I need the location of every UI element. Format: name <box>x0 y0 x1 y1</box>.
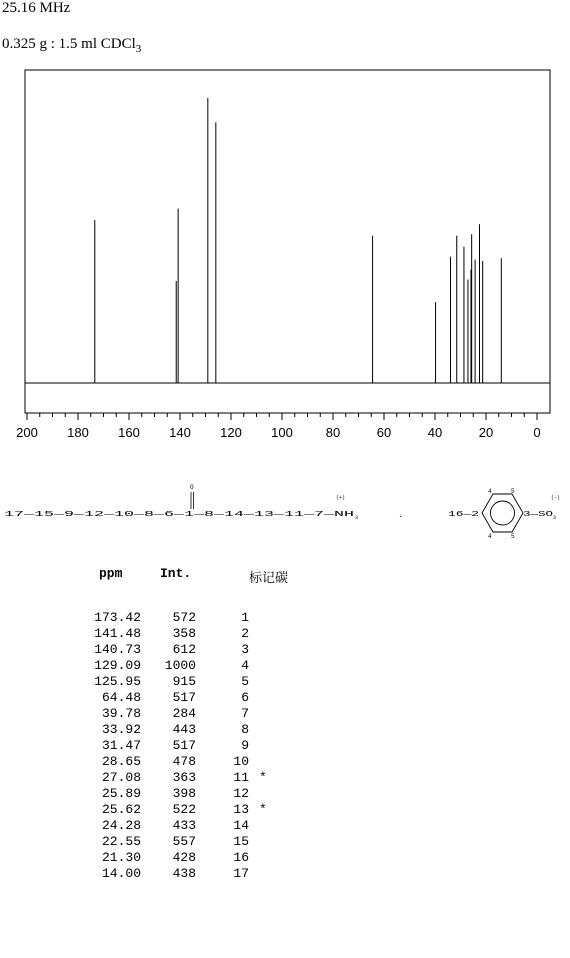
row-ppm: 14.00 <box>101 866 141 881</box>
row-int: 915 <box>172 674 196 689</box>
x-tick-label-80: 80 <box>325 425 341 440</box>
row-ppm: 24.28 <box>101 818 141 833</box>
row-int: 522 <box>172 802 196 817</box>
aromatic-circle <box>491 501 515 525</box>
row-int: 517 <box>172 690 196 705</box>
nh3-subscript: 3 <box>355 515 359 521</box>
row-int: 363 <box>172 770 196 785</box>
row-marker: * <box>259 770 267 785</box>
ring-right-substituent: 3—SO <box>523 511 553 519</box>
x-tick-label-180: 180 <box>67 425 89 440</box>
row-ppm: 39.78 <box>101 706 141 721</box>
row-int: 478 <box>172 754 196 769</box>
x-tick-label-140: 140 <box>169 425 191 440</box>
x-tick-label-200: 200 <box>16 425 38 440</box>
spectrometer-frequency: 25.16 MHz <box>2 0 71 16</box>
row-int: 428 <box>172 850 196 865</box>
salt-separator: . <box>398 511 403 520</box>
row-int: 398 <box>172 786 196 801</box>
x-tick-label-40: 40 <box>427 425 443 440</box>
row-int: 284 <box>172 706 196 721</box>
ring-atom-top-right: 5 <box>511 488 515 495</box>
benzene-ring <box>482 494 523 532</box>
row-carbon-label: 10 <box>233 754 249 769</box>
so3-charge: (-) <box>551 495 561 501</box>
nh3-charge: (+) <box>336 495 346 501</box>
row-carbon-label: 3 <box>241 642 249 657</box>
row-ppm: 31.47 <box>101 738 141 753</box>
row-carbon-label: 8 <box>241 722 249 737</box>
row-carbon-label: 13 <box>233 802 249 817</box>
row-int: 1000 <box>164 658 196 673</box>
ring-left-substituent: 16—2 <box>448 511 479 519</box>
x-tick-label-60: 60 <box>376 425 392 440</box>
x-tick-label-160: 160 <box>118 425 140 440</box>
x-tick-label-0: 0 <box>533 425 541 440</box>
row-ppm: 64.48 <box>101 690 141 705</box>
int-header: Int. <box>160 566 192 581</box>
carbonyl-oxygen: O <box>190 484 194 491</box>
row-carbon-label: 16 <box>233 850 249 865</box>
row-int: 517 <box>172 738 196 753</box>
row-ppm: 27.08 <box>101 770 141 785</box>
row-carbon-label: 7 <box>241 706 249 721</box>
row-marker: * <box>259 802 267 817</box>
row-ppm: 173.42 <box>94 610 141 625</box>
row-ppm: 129.09 <box>94 658 141 673</box>
row-ppm: 125.95 <box>94 674 141 689</box>
ring-atom-bottom-left: 4 <box>488 533 492 540</box>
x-tick-label-120: 120 <box>220 425 242 440</box>
x-tick-label-100: 100 <box>271 425 293 440</box>
x-tick-label-20: 20 <box>478 425 494 440</box>
row-ppm: 141.48 <box>94 626 141 641</box>
row-carbon-label: 6 <box>241 690 249 705</box>
row-carbon-label: 15 <box>233 834 249 849</box>
row-carbon-label: 2 <box>241 626 249 641</box>
row-int: 433 <box>172 818 196 833</box>
row-ppm: 25.89 <box>101 786 141 801</box>
row-int: 572 <box>172 610 196 625</box>
chain-formula: 17—15—9—12—10—8—6—1—8—14—13—11—7—NH <box>4 511 354 519</box>
row-carbon-label: 9 <box>241 738 249 753</box>
row-ppm: 28.65 <box>101 754 141 769</box>
row-ppm: 22.55 <box>101 834 141 849</box>
cdcl3-subscript: 3 <box>135 43 142 55</box>
row-carbon-label: 5 <box>241 674 249 689</box>
row-carbon-label: 12 <box>233 786 249 801</box>
row-carbon-label: 1 <box>241 610 249 625</box>
row-int: 612 <box>172 642 196 657</box>
label-header: 标记碳 <box>249 571 289 586</box>
row-carbon-label: 14 <box>233 818 249 833</box>
structure-diagram <box>4 484 560 540</box>
row-ppm: 33.92 <box>101 722 141 737</box>
row-int: 557 <box>172 834 196 849</box>
ring-atom-bottom-right: 5 <box>511 533 515 540</box>
row-int: 358 <box>172 626 196 641</box>
x-axis-ticks <box>16 413 540 440</box>
sample-conditions-text: 0.325 g : 1.5 ml CDCl <box>2 36 136 52</box>
row-ppm: 21.30 <box>101 850 141 865</box>
row-carbon-label: 4 <box>241 658 249 673</box>
row-carbon-label: 11 <box>233 770 249 785</box>
peaks-group <box>95 98 502 383</box>
ring-atom-top-left: 4 <box>488 488 492 495</box>
row-int: 438 <box>172 866 196 881</box>
row-carbon-label: 17 <box>233 866 249 881</box>
so3-subscript: 3 <box>553 515 557 521</box>
row-int: 443 <box>172 722 196 737</box>
ppm-header: ppm <box>99 566 123 581</box>
row-ppm: 140.73 <box>94 642 141 657</box>
row-ppm: 25.62 <box>101 802 141 817</box>
